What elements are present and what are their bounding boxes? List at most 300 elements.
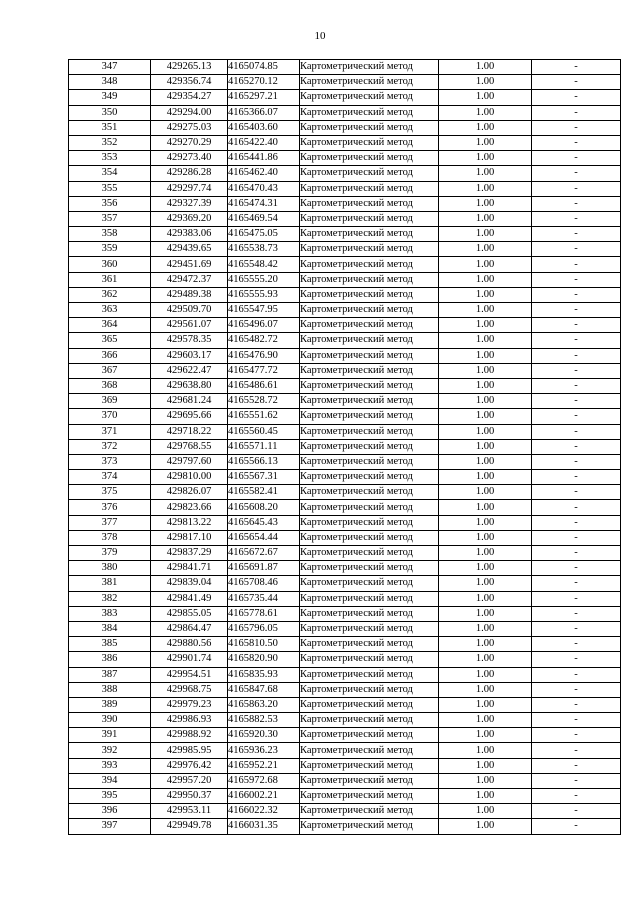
- accuracy-cell: 1.00: [439, 120, 532, 135]
- point-number-cell: 354: [69, 166, 151, 181]
- y-coordinate-cell: 4165672.67: [228, 546, 300, 561]
- method-cell: Картометрический метод: [300, 606, 439, 621]
- accuracy-cell: 1.00: [439, 166, 532, 181]
- note-cell: -: [532, 181, 621, 196]
- note-cell: -: [532, 105, 621, 120]
- point-number-cell: 383: [69, 606, 151, 621]
- x-coordinate-cell: 429810.00: [151, 470, 228, 485]
- x-coordinate-cell: 429356.74: [151, 75, 228, 90]
- y-coordinate-cell: 4165441.86: [228, 151, 300, 166]
- accuracy-cell: 1.00: [439, 773, 532, 788]
- table-row: [69, 591, 621, 606]
- method-cell: Картометрический метод: [300, 682, 439, 697]
- method-cell: Картометрический метод: [300, 454, 439, 469]
- method-cell: Картометрический метод: [300, 697, 439, 712]
- method-cell: Картометрический метод: [300, 470, 439, 485]
- point-number-cell: 369: [69, 394, 151, 409]
- point-number-cell: 391: [69, 728, 151, 743]
- note-cell: -: [532, 363, 621, 378]
- x-coordinate-cell: 429968.75: [151, 682, 228, 697]
- point-number-cell: 386: [69, 652, 151, 667]
- y-coordinate-cell: 4165735.44: [228, 591, 300, 606]
- coordinates-table: [68, 59, 621, 835]
- y-coordinate-cell: 4165474.31: [228, 196, 300, 211]
- point-number-cell: 374: [69, 470, 151, 485]
- point-number-cell: 361: [69, 272, 151, 287]
- x-coordinate-cell: 429988.92: [151, 728, 228, 743]
- y-coordinate-cell: 4165810.50: [228, 637, 300, 652]
- table-row: [69, 211, 621, 226]
- table-row: [69, 378, 621, 393]
- y-coordinate-cell: 4165582.41: [228, 485, 300, 500]
- point-number-cell: 389: [69, 697, 151, 712]
- note-cell: -: [532, 211, 621, 226]
- table-row: [69, 439, 621, 454]
- point-number-cell: 359: [69, 242, 151, 257]
- note-cell: -: [532, 272, 621, 287]
- x-coordinate-cell: 429286.28: [151, 166, 228, 181]
- y-coordinate-cell: 4165366.07: [228, 105, 300, 120]
- note-cell: -: [532, 682, 621, 697]
- method-cell: Картометрический метод: [300, 181, 439, 196]
- table-row: [69, 546, 621, 561]
- accuracy-cell: 1.00: [439, 743, 532, 758]
- accuracy-cell: 1.00: [439, 561, 532, 576]
- y-coordinate-cell: 4165820.90: [228, 652, 300, 667]
- point-number-cell: 384: [69, 621, 151, 636]
- accuracy-cell: 1.00: [439, 789, 532, 804]
- y-coordinate-cell: 4165297.21: [228, 90, 300, 105]
- point-number-cell: 379: [69, 546, 151, 561]
- note-cell: -: [532, 378, 621, 393]
- method-cell: Картометрический метод: [300, 378, 439, 393]
- accuracy-cell: 1.00: [439, 227, 532, 242]
- point-number-cell: 353: [69, 151, 151, 166]
- accuracy-cell: 1.00: [439, 500, 532, 515]
- y-coordinate-cell: 4165835.93: [228, 667, 300, 682]
- x-coordinate-cell: 429817.10: [151, 530, 228, 545]
- table-row: [69, 515, 621, 530]
- note-cell: -: [532, 606, 621, 621]
- table-row: [69, 530, 621, 545]
- x-coordinate-cell: 429979.23: [151, 697, 228, 712]
- y-coordinate-cell: 4165952.21: [228, 758, 300, 773]
- method-cell: Картометрический метод: [300, 151, 439, 166]
- note-cell: -: [532, 394, 621, 409]
- point-number-cell: 358: [69, 227, 151, 242]
- accuracy-cell: 1.00: [439, 394, 532, 409]
- accuracy-cell: 1.00: [439, 454, 532, 469]
- x-coordinate-cell: 429954.51: [151, 667, 228, 682]
- table-row: [69, 500, 621, 515]
- accuracy-cell: 1.00: [439, 758, 532, 773]
- method-cell: Картометрический метод: [300, 363, 439, 378]
- accuracy-cell: 1.00: [439, 485, 532, 500]
- method-cell: Картометрический метод: [300, 333, 439, 348]
- method-cell: Картометрический метод: [300, 637, 439, 652]
- table-row: [69, 667, 621, 682]
- y-coordinate-cell: 4165567.31: [228, 470, 300, 485]
- point-number-cell: 385: [69, 637, 151, 652]
- note-cell: -: [532, 773, 621, 788]
- method-cell: Картометрический метод: [300, 166, 439, 181]
- note-cell: -: [532, 697, 621, 712]
- table-row: [69, 90, 621, 105]
- x-coordinate-cell: 429823.66: [151, 500, 228, 515]
- accuracy-cell: 1.00: [439, 667, 532, 682]
- method-cell: Картометрический метод: [300, 75, 439, 90]
- x-coordinate-cell: 429638.80: [151, 378, 228, 393]
- x-coordinate-cell: 429813.22: [151, 515, 228, 530]
- x-coordinate-cell: 429451.69: [151, 257, 228, 272]
- note-cell: -: [532, 530, 621, 545]
- point-number-cell: 377: [69, 515, 151, 530]
- y-coordinate-cell: 4165482.72: [228, 333, 300, 348]
- method-cell: Картометрический метод: [300, 90, 439, 105]
- method-cell: Картометрический метод: [300, 621, 439, 636]
- x-coordinate-cell: 429369.20: [151, 211, 228, 226]
- table-row: [69, 713, 621, 728]
- accuracy-cell: 1.00: [439, 90, 532, 105]
- point-number-cell: 371: [69, 424, 151, 439]
- table-row: [69, 561, 621, 576]
- point-number-cell: 350: [69, 105, 151, 120]
- accuracy-cell: 1.00: [439, 637, 532, 652]
- method-cell: Картометрический метод: [300, 105, 439, 120]
- accuracy-cell: 1.00: [439, 181, 532, 196]
- table-row: [69, 318, 621, 333]
- y-coordinate-cell: 4165469.54: [228, 211, 300, 226]
- x-coordinate-cell: 429265.13: [151, 60, 228, 75]
- point-number-cell: 366: [69, 348, 151, 363]
- point-number-cell: 362: [69, 287, 151, 302]
- table-row: [69, 196, 621, 211]
- accuracy-cell: 1.00: [439, 591, 532, 606]
- x-coordinate-cell: 429949.78: [151, 819, 228, 834]
- x-coordinate-cell: 429270.29: [151, 135, 228, 150]
- x-coordinate-cell: 429578.35: [151, 333, 228, 348]
- note-cell: -: [532, 485, 621, 500]
- x-coordinate-cell: 429950.37: [151, 789, 228, 804]
- point-number-cell: 390: [69, 713, 151, 728]
- note-cell: -: [532, 500, 621, 515]
- note-cell: -: [532, 227, 621, 242]
- y-coordinate-cell: 4165551.62: [228, 409, 300, 424]
- x-coordinate-cell: 429294.00: [151, 105, 228, 120]
- note-cell: -: [532, 90, 621, 105]
- note-cell: -: [532, 713, 621, 728]
- accuracy-cell: 1.00: [439, 303, 532, 318]
- y-coordinate-cell: 4165920.30: [228, 728, 300, 743]
- y-coordinate-cell: 4165645.43: [228, 515, 300, 530]
- x-coordinate-cell: 429957.20: [151, 773, 228, 788]
- y-coordinate-cell: 4165422.40: [228, 135, 300, 150]
- point-number-cell: 349: [69, 90, 151, 105]
- table-row: [69, 773, 621, 788]
- point-number-cell: 382: [69, 591, 151, 606]
- table-row: [69, 728, 621, 743]
- table-row: [69, 257, 621, 272]
- method-cell: Картометрический метод: [300, 196, 439, 211]
- method-cell: Картометрический метод: [300, 318, 439, 333]
- y-coordinate-cell: 4165538.73: [228, 242, 300, 257]
- y-coordinate-cell: 4165548.42: [228, 257, 300, 272]
- method-cell: Картометрический метод: [300, 576, 439, 591]
- x-coordinate-cell: 429986.93: [151, 713, 228, 728]
- table-row: [69, 454, 621, 469]
- accuracy-cell: 1.00: [439, 135, 532, 150]
- accuracy-cell: 1.00: [439, 713, 532, 728]
- table-row: [69, 682, 621, 697]
- y-coordinate-cell: 4165486.61: [228, 378, 300, 393]
- note-cell: -: [532, 546, 621, 561]
- method-cell: Картометрический метод: [300, 287, 439, 302]
- method-cell: Картометрический метод: [300, 409, 439, 424]
- method-cell: Картометрический метод: [300, 485, 439, 500]
- note-cell: -: [532, 287, 621, 302]
- accuracy-cell: 1.00: [439, 652, 532, 667]
- accuracy-cell: 1.00: [439, 211, 532, 226]
- x-coordinate-cell: 429383.06: [151, 227, 228, 242]
- note-cell: -: [532, 318, 621, 333]
- note-cell: -: [532, 151, 621, 166]
- table-row: [69, 242, 621, 257]
- x-coordinate-cell: 429855.05: [151, 606, 228, 621]
- x-coordinate-cell: 429354.27: [151, 90, 228, 105]
- note-cell: -: [532, 591, 621, 606]
- point-number-cell: 364: [69, 318, 151, 333]
- method-cell: Картометрический метод: [300, 424, 439, 439]
- accuracy-cell: 1.00: [439, 257, 532, 272]
- table-row: [69, 743, 621, 758]
- point-number-cell: 373: [69, 454, 151, 469]
- accuracy-cell: 1.00: [439, 333, 532, 348]
- note-cell: -: [532, 75, 621, 90]
- method-cell: Картометрический метод: [300, 530, 439, 545]
- accuracy-cell: 1.00: [439, 439, 532, 454]
- y-coordinate-cell: 4165528.72: [228, 394, 300, 409]
- note-cell: -: [532, 758, 621, 773]
- accuracy-cell: 1.00: [439, 363, 532, 378]
- note-cell: -: [532, 257, 621, 272]
- point-number-cell: 388: [69, 682, 151, 697]
- note-cell: -: [532, 515, 621, 530]
- y-coordinate-cell: 4165608.20: [228, 500, 300, 515]
- method-cell: Картометрический метод: [300, 789, 439, 804]
- accuracy-cell: 1.00: [439, 470, 532, 485]
- accuracy-cell: 1.00: [439, 196, 532, 211]
- accuracy-cell: 1.00: [439, 348, 532, 363]
- x-coordinate-cell: 429273.40: [151, 151, 228, 166]
- note-cell: -: [532, 409, 621, 424]
- y-coordinate-cell: 4165566.13: [228, 454, 300, 469]
- method-cell: Картометрический метод: [300, 227, 439, 242]
- note-cell: -: [532, 470, 621, 485]
- method-cell: Картометрический метод: [300, 546, 439, 561]
- x-coordinate-cell: 429561.07: [151, 318, 228, 333]
- table-row: [69, 135, 621, 150]
- table-row: [69, 303, 621, 318]
- note-cell: -: [532, 652, 621, 667]
- point-number-cell: 368: [69, 378, 151, 393]
- note-cell: -: [532, 333, 621, 348]
- table-row: [69, 333, 621, 348]
- y-coordinate-cell: 4165882.53: [228, 713, 300, 728]
- x-coordinate-cell: 429826.07: [151, 485, 228, 500]
- note-cell: -: [532, 166, 621, 181]
- accuracy-cell: 1.00: [439, 105, 532, 120]
- note-cell: -: [532, 637, 621, 652]
- point-number-cell: 387: [69, 667, 151, 682]
- method-cell: Картометрический метод: [300, 667, 439, 682]
- x-coordinate-cell: 429327.39: [151, 196, 228, 211]
- accuracy-cell: 1.00: [439, 242, 532, 257]
- accuracy-cell: 1.00: [439, 151, 532, 166]
- point-number-cell: 396: [69, 804, 151, 819]
- method-cell: Картометрический метод: [300, 135, 439, 150]
- x-coordinate-cell: 429841.49: [151, 591, 228, 606]
- note-cell: -: [532, 561, 621, 576]
- table-row: [69, 394, 621, 409]
- point-number-cell: 370: [69, 409, 151, 424]
- note-cell: -: [532, 439, 621, 454]
- table-row: [69, 151, 621, 166]
- table-row: [69, 75, 621, 90]
- method-cell: Картометрический метод: [300, 728, 439, 743]
- accuracy-cell: 1.00: [439, 546, 532, 561]
- method-cell: Картометрический метод: [300, 743, 439, 758]
- point-number-cell: 365: [69, 333, 151, 348]
- x-coordinate-cell: 429681.24: [151, 394, 228, 409]
- x-coordinate-cell: 429864.47: [151, 621, 228, 636]
- method-cell: Картометрический метод: [300, 561, 439, 576]
- y-coordinate-cell: 4165691.87: [228, 561, 300, 576]
- accuracy-cell: 1.00: [439, 378, 532, 393]
- method-cell: Картометрический метод: [300, 242, 439, 257]
- table-row: [69, 227, 621, 242]
- table-row: [69, 485, 621, 500]
- y-coordinate-cell: 4166031.35: [228, 819, 300, 834]
- note-cell: -: [532, 60, 621, 75]
- accuracy-cell: 1.00: [439, 621, 532, 636]
- method-cell: Картометрический метод: [300, 60, 439, 75]
- note-cell: -: [532, 424, 621, 439]
- note-cell: -: [532, 667, 621, 682]
- point-number-cell: 392: [69, 743, 151, 758]
- accuracy-cell: 1.00: [439, 424, 532, 439]
- point-number-cell: 381: [69, 576, 151, 591]
- method-cell: Картометрический метод: [300, 591, 439, 606]
- point-number-cell: 352: [69, 135, 151, 150]
- accuracy-cell: 1.00: [439, 318, 532, 333]
- x-coordinate-cell: 429901.74: [151, 652, 228, 667]
- point-number-cell: 378: [69, 530, 151, 545]
- y-coordinate-cell: 4165470.43: [228, 181, 300, 196]
- accuracy-cell: 1.00: [439, 804, 532, 819]
- y-coordinate-cell: 4165496.07: [228, 318, 300, 333]
- x-coordinate-cell: 429985.95: [151, 743, 228, 758]
- table-row: [69, 348, 621, 363]
- method-cell: Картометрический метод: [300, 804, 439, 819]
- point-number-cell: 376: [69, 500, 151, 515]
- table-row: [69, 758, 621, 773]
- point-number-cell: 348: [69, 75, 151, 90]
- note-cell: -: [532, 819, 621, 834]
- accuracy-cell: 1.00: [439, 272, 532, 287]
- method-cell: Картометрический метод: [300, 211, 439, 226]
- x-coordinate-cell: 429976.42: [151, 758, 228, 773]
- note-cell: -: [532, 196, 621, 211]
- table-row: [69, 105, 621, 120]
- coordinates-table-body: [69, 60, 621, 835]
- y-coordinate-cell: 4165555.93: [228, 287, 300, 302]
- table-row: [69, 181, 621, 196]
- page-number: 10: [314, 30, 326, 42]
- note-cell: -: [532, 576, 621, 591]
- y-coordinate-cell: 4165847.68: [228, 682, 300, 697]
- accuracy-cell: 1.00: [439, 697, 532, 712]
- table-row: [69, 621, 621, 636]
- point-number-cell: 360: [69, 257, 151, 272]
- note-cell: -: [532, 242, 621, 257]
- table-row: [69, 637, 621, 652]
- method-cell: Картометрический метод: [300, 652, 439, 667]
- method-cell: Картометрический метод: [300, 773, 439, 788]
- point-number-cell: 357: [69, 211, 151, 226]
- y-coordinate-cell: 4165477.72: [228, 363, 300, 378]
- y-coordinate-cell: 4165936.23: [228, 743, 300, 758]
- x-coordinate-cell: 429839.04: [151, 576, 228, 591]
- point-number-cell: 356: [69, 196, 151, 211]
- y-coordinate-cell: 4165654.44: [228, 530, 300, 545]
- method-cell: Картометрический метод: [300, 515, 439, 530]
- method-cell: Картометрический метод: [300, 120, 439, 135]
- table-row: [69, 166, 621, 181]
- y-coordinate-cell: 4165708.46: [228, 576, 300, 591]
- x-coordinate-cell: 429275.03: [151, 120, 228, 135]
- method-cell: Картометрический метод: [300, 394, 439, 409]
- x-coordinate-cell: 429489.38: [151, 287, 228, 302]
- point-number-cell: 394: [69, 773, 151, 788]
- point-number-cell: 375: [69, 485, 151, 500]
- x-coordinate-cell: 429509.70: [151, 303, 228, 318]
- method-cell: Картометрический метод: [300, 500, 439, 515]
- accuracy-cell: 1.00: [439, 682, 532, 697]
- method-cell: Картометрический метод: [300, 348, 439, 363]
- table-row: [69, 576, 621, 591]
- y-coordinate-cell: 4165476.90: [228, 348, 300, 363]
- x-coordinate-cell: 429718.22: [151, 424, 228, 439]
- y-coordinate-cell: 4165403.60: [228, 120, 300, 135]
- accuracy-cell: 1.00: [439, 728, 532, 743]
- note-cell: -: [532, 454, 621, 469]
- method-cell: Картометрический метод: [300, 758, 439, 773]
- table-row: [69, 819, 621, 834]
- y-coordinate-cell: 4165796.05: [228, 621, 300, 636]
- accuracy-cell: 1.00: [439, 515, 532, 530]
- point-number-cell: 395: [69, 789, 151, 804]
- y-coordinate-cell: 4166022.32: [228, 804, 300, 819]
- note-cell: -: [532, 728, 621, 743]
- y-coordinate-cell: 4165462.40: [228, 166, 300, 181]
- method-cell: Картометрический метод: [300, 257, 439, 272]
- note-cell: -: [532, 743, 621, 758]
- table-row: [69, 789, 621, 804]
- accuracy-cell: 1.00: [439, 576, 532, 591]
- table-row: [69, 287, 621, 302]
- table-row: [69, 60, 621, 75]
- y-coordinate-cell: 4165270.12: [228, 75, 300, 90]
